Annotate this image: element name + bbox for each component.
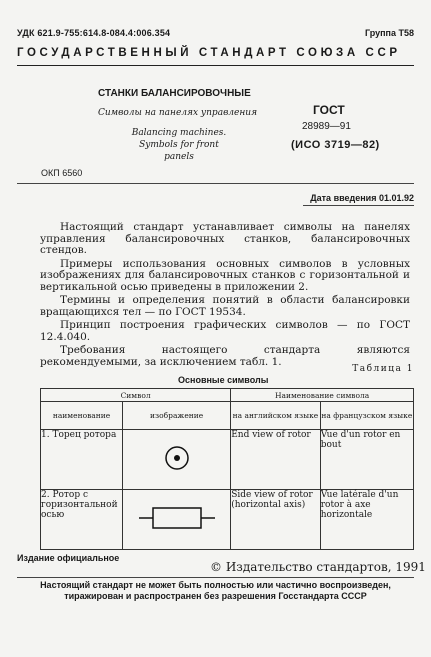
col-english: на английском языке xyxy=(231,402,321,430)
paragraph-requirements: Требования настоящего стандарта являются рекомендуемыми, за исключением табл. 1. xyxy=(40,344,410,368)
row-2-english: Side view of rotor (horizontal axis) xyxy=(231,490,321,550)
notice-line-2: тиражирован и распространен без разрешения Госстандарта СССР xyxy=(64,591,367,601)
col-image: изображение xyxy=(123,402,231,430)
row-1-french: Vue d'un rotor en bout xyxy=(320,430,413,490)
official-edition: Издание официальное xyxy=(17,553,120,563)
row-2-french: Vue latérale d'un rotor à axe horizontale xyxy=(320,490,413,550)
udk-code: УДК 621.9-755:614.8-084.4:006.354 xyxy=(17,28,171,38)
symbols-table xyxy=(40,388,414,550)
table-row xyxy=(41,430,414,490)
paragraph-terms: Термины и определения понятий в области балансировки вращающихся тел — по ГОСТ 19534. xyxy=(40,294,410,318)
english-title-line-2: Symbols for front panels xyxy=(139,140,219,162)
group-code: Группа Т58 xyxy=(364,28,414,38)
okp-code: ОКП 6560 xyxy=(41,168,83,178)
paragraph-principle: Принцип построения графических символов — по ГОСТ 12.4.040. xyxy=(40,319,410,343)
row-1-name: 1. Торец ротора xyxy=(41,430,123,490)
row-1-english: End view of rotor xyxy=(231,430,321,490)
standard-heading: ГОСУДАРСТВЕННЫЙ СТАНДАРТ СОЮЗА ССР xyxy=(17,47,401,59)
header-name: Наименование символа xyxy=(231,389,414,402)
row-1-image xyxy=(123,430,231,490)
body-text xyxy=(40,222,410,370)
table-row xyxy=(41,490,414,550)
row-2-name: 2. Ротор с горизонтальной осью xyxy=(41,490,123,550)
english-title-line-1: Balancing machines. xyxy=(131,128,227,138)
footer-divider xyxy=(17,577,414,578)
document-title: СТАНКИ БАЛАНСИРОВОЧНЫЕ xyxy=(98,88,251,99)
table-label: Таблица 1 xyxy=(352,364,414,374)
col-french: на французском языке xyxy=(320,402,413,430)
header-symbol: Символ xyxy=(41,389,231,402)
paragraph-scope: Настоящий стандарт устанавливает символы на панелях управления балансировочных станков, балансировочных стендов. xyxy=(40,221,410,256)
gost-label: ГОСТ xyxy=(313,103,345,117)
paragraph-examples: Примеры использования основных символов в условных изображениях для балансировочных станков с горизонтальной и вертикальной осью приведены в приложении 2. xyxy=(40,257,410,293)
rotor-side-view-icon xyxy=(139,505,215,531)
copyright: © Издательство стандартов, 1991 xyxy=(210,560,426,574)
iso-reference: (ИСО 3719—82) xyxy=(291,139,380,151)
row-2-image xyxy=(123,490,231,550)
document-subtitle: Символы на панелях управления xyxy=(98,108,258,118)
rotor-end-view-icon xyxy=(163,444,191,472)
date-underline xyxy=(303,205,414,206)
english-title xyxy=(124,127,234,163)
header-divider xyxy=(17,65,414,66)
col-name: наименование xyxy=(41,402,123,430)
title-divider xyxy=(17,183,414,184)
gost-number: 28989—91 xyxy=(302,121,351,132)
table-caption: Основные символы xyxy=(178,375,269,385)
reproduction-notice xyxy=(17,580,414,602)
introduction-date: Дата введения 01.01.92 xyxy=(310,193,414,203)
notice-line-1: Настоящий стандарт не может быть полностью или частично воспроизведен, xyxy=(40,580,391,590)
